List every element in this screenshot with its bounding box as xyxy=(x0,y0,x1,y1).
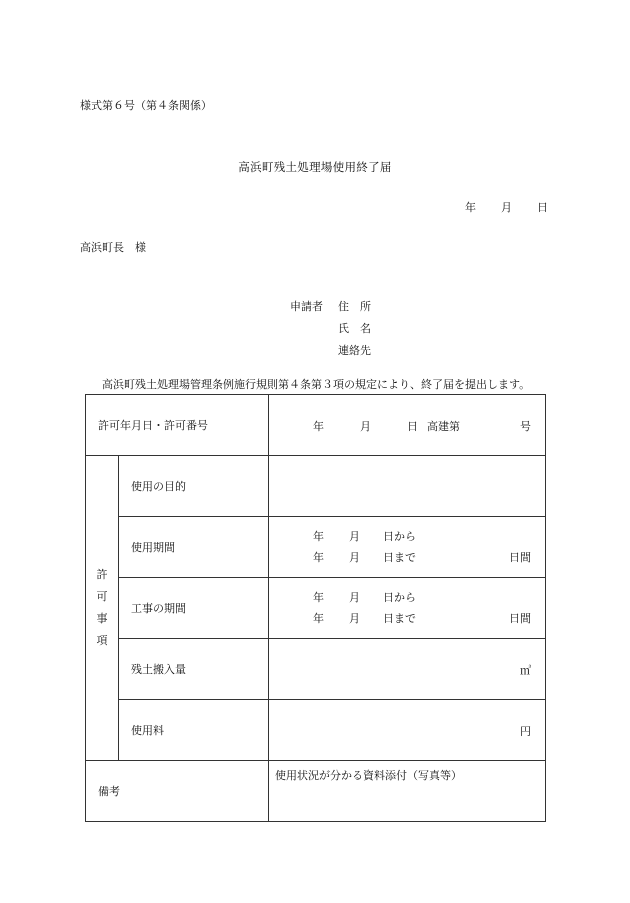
intro-text: 高浜町残土処理場管理条例施行規則第４条第３項の規定により、終了届を提出します。 xyxy=(102,378,531,391)
fee-label: 使用料 xyxy=(119,700,269,761)
applicant-contact-label: 連絡先 xyxy=(338,344,371,357)
remarks-note: 使用状況が分かる資料添付（写真等） xyxy=(275,769,462,782)
permit-row xyxy=(86,395,546,456)
date-year: 年 xyxy=(465,201,476,214)
soil-volume-row xyxy=(86,639,546,700)
permit-suffix: 号 xyxy=(520,420,531,433)
permit-year: 年 xyxy=(313,420,324,433)
addressee: 高浜町長 様 xyxy=(80,241,146,254)
remarks-row xyxy=(86,761,546,822)
permit-month: 月 xyxy=(360,420,371,433)
soil-volume-label: 残土搬入量 xyxy=(119,639,269,700)
permit-day: 日 xyxy=(407,420,418,433)
remarks-label: 備考 xyxy=(86,761,269,822)
permit-date-field[interactable] xyxy=(269,395,546,456)
applicant-name-label: 氏 名 xyxy=(338,322,371,335)
usage-period-label: 使用期間 xyxy=(119,517,269,578)
fee-unit: 円 xyxy=(520,725,531,738)
submission-date xyxy=(465,199,548,215)
application-form-table xyxy=(85,394,546,822)
soil-volume-field[interactable] xyxy=(269,639,546,700)
work-period-field[interactable]: 年 月 日から 年 月 日まで 日間 xyxy=(269,578,546,639)
permit-items-group-label: 許 可 事 項 xyxy=(86,456,119,761)
remarks-field[interactable] xyxy=(269,761,546,822)
work-period-label: 工事の期間 xyxy=(119,578,269,639)
usage-period-row xyxy=(86,517,546,578)
purpose-field[interactable] xyxy=(269,456,546,517)
permit-prefix: 高建第 xyxy=(427,420,460,433)
form-number: 様式第６号（第４条関係） xyxy=(80,99,212,112)
date-month: 月 xyxy=(501,201,512,214)
document-title: 高浜町残土処理場使用終了届 xyxy=(238,160,392,174)
permit-date-label: 許可年月日・許可番号 xyxy=(86,395,269,456)
soil-volume-unit: ㎥ xyxy=(520,664,531,677)
work-period-row xyxy=(86,578,546,639)
applicant-label: 申請者 xyxy=(290,300,323,313)
purpose-row xyxy=(86,456,546,517)
fee-field[interactable] xyxy=(269,700,546,761)
purpose-label: 使用の目的 xyxy=(119,456,269,517)
applicant-address-label: 住 所 xyxy=(338,300,371,313)
date-day: 日 xyxy=(537,201,548,214)
fee-row xyxy=(86,700,546,761)
usage-period-field[interactable]: 年 月 日から 年 月 日まで 日間 xyxy=(269,517,546,578)
